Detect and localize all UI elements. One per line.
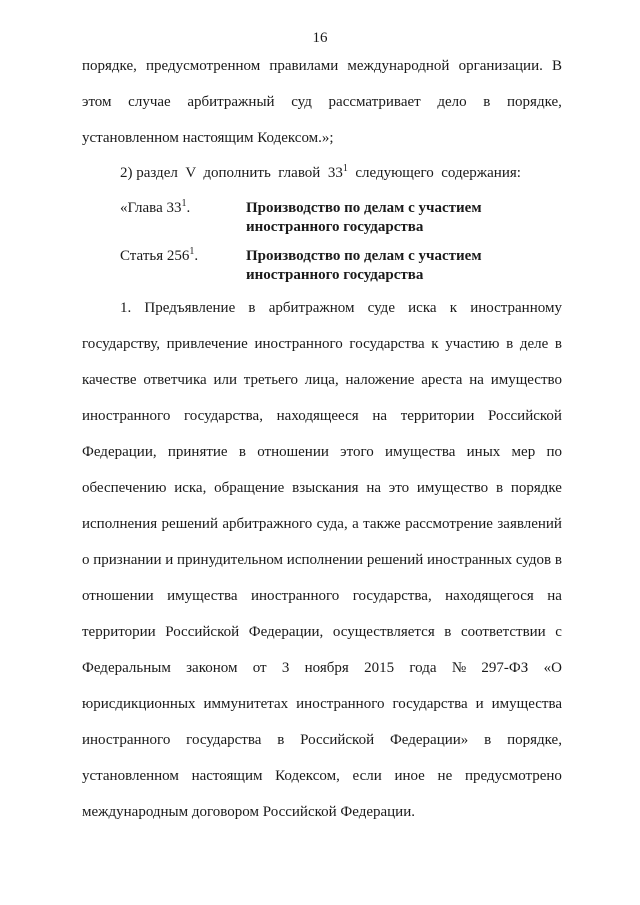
paragraph-last-line: международным договором Российской Федерации.: [82, 804, 415, 820]
word: №: [451, 660, 467, 676]
word: отношении: [82, 588, 154, 604]
word: арбитражного: [222, 516, 313, 532]
word: лица,: [304, 372, 339, 388]
word: арбитражном: [268, 300, 355, 316]
word: по: [546, 444, 562, 460]
word: порядке: [510, 480, 562, 496]
word: к: [449, 300, 458, 316]
word: признании: [93, 552, 162, 568]
word: соответствии: [460, 624, 546, 640]
word: третьего: [243, 372, 298, 388]
word: года: [409, 660, 437, 676]
word: рассматривает: [328, 94, 421, 110]
word: исполнения: [82, 516, 158, 532]
paragraph-line: [82, 578, 562, 614]
word: Кодексом,: [275, 768, 340, 784]
word: предусмотрено: [464, 768, 562, 784]
word: Федерации,: [82, 444, 157, 460]
paragraph-line: [82, 470, 562, 506]
word: решений: [366, 552, 424, 568]
word: настоящим: [191, 768, 263, 784]
word: иностранному: [470, 300, 562, 316]
page-number: 16: [312, 30, 328, 46]
word: взыскания: [292, 480, 359, 496]
word: от: [252, 660, 267, 676]
paragraph-line: [82, 362, 562, 398]
word: суда,: [316, 516, 348, 532]
word: решений: [161, 516, 218, 532]
word: Российской: [488, 408, 562, 424]
word: мер: [511, 444, 536, 460]
word: предусмотренном: [145, 58, 261, 74]
word: иное: [394, 768, 425, 784]
paragraph-line: [82, 326, 562, 362]
word: государства: [186, 732, 262, 748]
word: с: [555, 624, 562, 640]
word: или: [213, 372, 237, 388]
word: иммунитетах: [203, 696, 289, 712]
paragraph-line: [82, 290, 562, 326]
word: организации.: [458, 58, 543, 74]
word: иностранного: [254, 336, 343, 352]
word: если: [352, 768, 382, 784]
word: в: [238, 444, 246, 460]
word: суде: [367, 300, 395, 316]
chapter-title: Производство по делам с участием иностранного государства: [246, 200, 482, 235]
word: деле: [519, 336, 549, 352]
intro-line-2: [82, 91, 562, 114]
word: иностранного: [82, 732, 171, 748]
paragraph-line: [82, 722, 562, 758]
intro-line-3: установленном настоящим Кодексом.»;: [82, 130, 334, 146]
word: в: [484, 732, 492, 748]
article-title: Производство по делам с участием иностранного государства: [246, 248, 482, 283]
word: Российской: [300, 732, 375, 748]
word: также: [363, 516, 401, 532]
word: государства,: [352, 588, 432, 604]
paragraph-line: [82, 542, 562, 578]
chapter-heading: [82, 199, 562, 237]
word: Федерации»: [389, 732, 469, 748]
word: имущества: [385, 444, 456, 460]
word: этого: [340, 444, 374, 460]
paragraph-line: [82, 398, 562, 434]
word: этом: [82, 94, 112, 110]
word: дело: [437, 94, 467, 110]
word: территории: [82, 624, 156, 640]
word: принятие: [167, 444, 228, 460]
chapter-label: «Глава $33^1$.: [120, 198, 191, 216]
word: и: [165, 552, 174, 568]
word: в: [554, 552, 562, 568]
word: судов: [515, 552, 552, 568]
word: 3: [281, 660, 290, 676]
word: международной: [347, 58, 450, 74]
word: наложение: [345, 372, 415, 388]
word: иных: [466, 444, 501, 460]
word: иностранного: [82, 408, 171, 424]
word: Федерации,: [248, 624, 324, 640]
word: в: [506, 336, 514, 352]
word: к: [431, 336, 439, 352]
document-body: [82, 55, 562, 830]
word: иностранного: [250, 588, 340, 604]
word: о: [82, 552, 90, 568]
word: арбитражный: [187, 94, 275, 110]
amendment-prefix: 2) раздел V дополнить главой 33: [120, 165, 343, 181]
word: имущество: [416, 480, 489, 496]
word: в: [554, 336, 562, 352]
word: находящееся: [276, 408, 359, 424]
word: 297-ФЗ: [481, 660, 529, 676]
word: В: [551, 58, 562, 74]
word: территории: [400, 408, 475, 424]
word: на: [372, 408, 388, 424]
word: имущества: [167, 588, 238, 604]
word: порядке,: [507, 94, 562, 110]
word: обеспечению: [82, 480, 167, 496]
word: Предъявление: [144, 300, 236, 316]
article-heading: [82, 247, 562, 285]
word: 1.: [120, 300, 132, 316]
word: государства,: [184, 408, 263, 424]
word: 2015: [364, 660, 395, 676]
word: порядке,: [82, 58, 137, 74]
word: установленном: [82, 768, 179, 784]
word: «О: [543, 660, 562, 676]
amendment-line: [82, 162, 562, 185]
word: случае: [128, 94, 171, 110]
word: не: [437, 768, 453, 784]
word: качестве: [82, 372, 137, 388]
word: имущество: [490, 372, 562, 388]
word: в: [483, 94, 491, 110]
word: законом: [186, 660, 238, 676]
intro-line-1: [82, 55, 562, 78]
word: правилами: [269, 58, 339, 74]
word: ноября: [304, 660, 349, 676]
word: в: [248, 300, 256, 316]
amendment-sup: 1: [342, 163, 348, 174]
word: осуществляется: [332, 624, 435, 640]
word: на: [469, 372, 484, 388]
paragraph-line: [82, 614, 562, 650]
word: а: [352, 516, 359, 532]
word: это: [388, 480, 410, 496]
word: иска,: [174, 480, 207, 496]
word: на: [366, 480, 382, 496]
word: иностранного: [296, 696, 385, 712]
word: исполнении: [286, 552, 364, 568]
word: государства: [392, 696, 468, 712]
word: принудительном: [176, 552, 284, 568]
word: заявлений: [497, 516, 562, 532]
word: привлечение: [166, 336, 248, 352]
paragraph-line: [82, 686, 562, 722]
word: государства: [349, 336, 425, 352]
article-paragraph: [82, 290, 562, 830]
word: юрисдикционных: [82, 696, 196, 712]
word: иностранных: [427, 552, 513, 568]
word: отношении: [257, 444, 329, 460]
paragraph-line: [82, 758, 562, 794]
paragraph-line: [82, 434, 562, 470]
word: порядке,: [507, 732, 562, 748]
word: находящегося: [445, 588, 534, 604]
word: на: [547, 588, 562, 604]
word: ареста: [421, 372, 463, 388]
word: в: [444, 624, 452, 640]
amendment-suffix: следующего содержания:: [347, 165, 521, 181]
word: Российской: [165, 624, 240, 640]
word: иска: [408, 300, 437, 316]
word: рассмотрение: [405, 516, 493, 532]
paragraph-line: [82, 650, 562, 686]
word: обращение: [214, 480, 285, 496]
word: Федеральным: [82, 660, 171, 676]
word: государству,: [82, 336, 160, 352]
word: ответчика: [143, 372, 207, 388]
word: участию: [445, 336, 500, 352]
paragraph-line: [82, 506, 562, 542]
word: в: [277, 732, 285, 748]
word: в: [495, 480, 504, 496]
word: и: [475, 696, 484, 712]
word: имущества: [491, 696, 562, 712]
word: суд: [291, 94, 312, 110]
article-label: Статья $256^1$.: [120, 246, 199, 264]
